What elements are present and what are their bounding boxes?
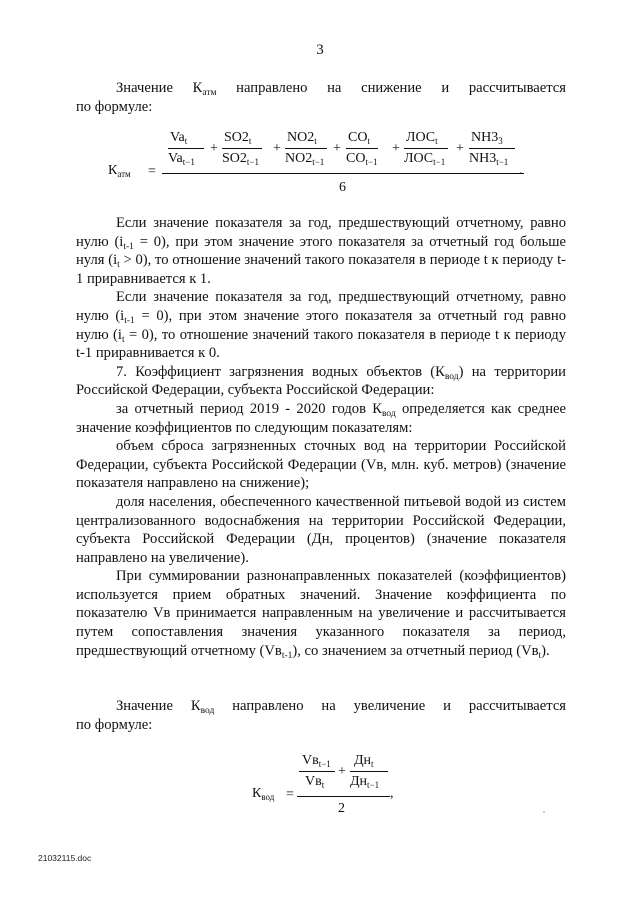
formula-kvod-t1-den: $Vв_t$ [305, 774, 325, 790]
formula-katm-term-1-numerator: $Va_t$ [170, 130, 188, 146]
formula-katm-plus-2: + [273, 141, 281, 156]
paragraph-zero-base-2: Если значение показателя за год, предшествующий отчетному, равно нулю $(i_{t-1} = 0)$, при этом значение этого показателя за отчетный год равно нулю $(i_t = 0)$, то отношение значений такого показателя в периоде t к периоду t-1 приравнивается к 0. [76, 289, 566, 362]
formula-kvod-t1-bar [299, 771, 335, 772]
formula-katm-plus-1: + [210, 141, 218, 156]
formula-katm-term-5-numerator: $ЛОС_t$ [406, 130, 438, 146]
page-number: 3 [316, 42, 324, 58]
formula-kvod-eq: = [286, 787, 294, 802]
formula-katm-term-1-bar [168, 148, 204, 149]
formula-katm-term-3-bar [285, 148, 327, 149]
formula-katm-term-2-denominator: $SO2_{t-1}$ [222, 151, 259, 167]
formula-kvod-t2-num: $Дн_t$ [354, 753, 374, 769]
formula-katm-term-3-denominator: $NO2_{t-1}$ [285, 151, 325, 167]
formula-katm-term-3-numerator: $NO2_t$ [287, 130, 317, 146]
formula-katm-plus-3: + [333, 141, 341, 156]
main-text [76, 214, 566, 660]
formula-kvod-plus: + [338, 764, 346, 779]
formula-kvod-t2-bar [350, 771, 388, 772]
formula-katm-term-4-bar [346, 148, 378, 149]
paragraph-kvod-heading: 7. Коэффициент загрязнения водных объектов $(К_{вод})$ на территории Российской Федерации, субъекта Российской Федерации: [76, 363, 566, 399]
paragraph-indicator-dn: доля населения, обеспеченного качественной питьевой водой из систем централизованного водоснабжения на территории Российской Федерации, субъекта Российской Федерации (Дн, процентов) (значение показателя направлено на увеличение). [76, 493, 566, 566]
formula-katm-denominator: 6 [339, 180, 346, 195]
formula-katm-term-1-denominator: $Va_{t-1}$ [168, 151, 195, 167]
formula-katm-term-4-numerator: $CO_t$ [348, 130, 370, 146]
formula-kvod-t1-num: $Vв_{t-1}$ [302, 753, 331, 769]
formula-katm-end: . [519, 163, 523, 178]
formula-katm-term-5-denominator: $ЛОС_{t-1}$ [404, 151, 446, 167]
formula-katm-main-bar [162, 173, 524, 174]
formula-katm-term-6-denominator: $NH3_{t-1}$ [469, 151, 509, 167]
paragraph-indicator-vv: объем сброса загрязненных сточных вод на территории Российской Федерации, субъекта Российской Федерации (Vв, млн. куб. метров) (значение показателя направлено на снижение); [76, 438, 566, 492]
formula-katm-term-2-numerator: $SO2_t$ [224, 130, 252, 146]
footer-filename: 21032115.doc [38, 853, 92, 863]
formula-katm-term-6-bar [469, 148, 515, 149]
paragraph-kvod-intro: Значение $К_{вод}$ направлено на увеличение и рассчитывается по формуле: [76, 698, 567, 733]
formula-kvod-main-bar [297, 796, 390, 797]
formula-katm-term-6-numerator: $NH3_3$ [471, 130, 503, 146]
formula-katm-term-4-denominator: $CO_{t-1}$ [346, 151, 378, 167]
formula-katm-eq: = [148, 164, 156, 179]
paragraph-kvod-period: за отчетный период 2019 - 2020 годов $К_{вод}$ определяется как среднее значение коэффициентов по следующим показателям: [76, 400, 566, 436]
formula-kvod-end: , [390, 786, 394, 801]
paragraph-zero-base-1: Если значение показателя за год, предшествующий отчетному, равно нулю $(i_{t-1} = 0)$, при этом значение этого показателя за отчетный год больше нуля $(i_t > 0)$, то отношение значений такого показателя в периоде t к периоду t-1 приравнивается к 1. [76, 215, 567, 287]
formula-katm-lhs: $К_{атм}$ [108, 163, 131, 179]
paragraph-reverse-values: При суммировании разнонаправленных показателей (коэффициентов) используется прием обратных значений. Значение коэффициента по показателю Vв принимается направленным на увеличение и рассчитывается путем сопоставления значения указанного показателя за период, предшествующий отчетному $(Vв_{t-1})$, со значением за отчетный период $(Vв_t)$. [76, 568, 566, 661]
formula-kvod-lhs: $К_{вод}$ [252, 786, 275, 802]
formula-katm-plus-5: + [456, 141, 464, 156]
formula-kvod-t2-den: $Дн_{t-1}$ [350, 774, 380, 790]
paragraph-katm-intro: Значение $К_{атм}$ направлено на снижение и рассчитывается по формуле: [76, 80, 566, 115]
formula-katm-term-2-bar [222, 148, 262, 149]
formula-kvod-denominator: 2 [338, 801, 345, 816]
formula-katm-plus-4: + [392, 141, 400, 156]
scan-speck [543, 811, 545, 813]
formula-katm-term-5-bar [404, 148, 448, 149]
